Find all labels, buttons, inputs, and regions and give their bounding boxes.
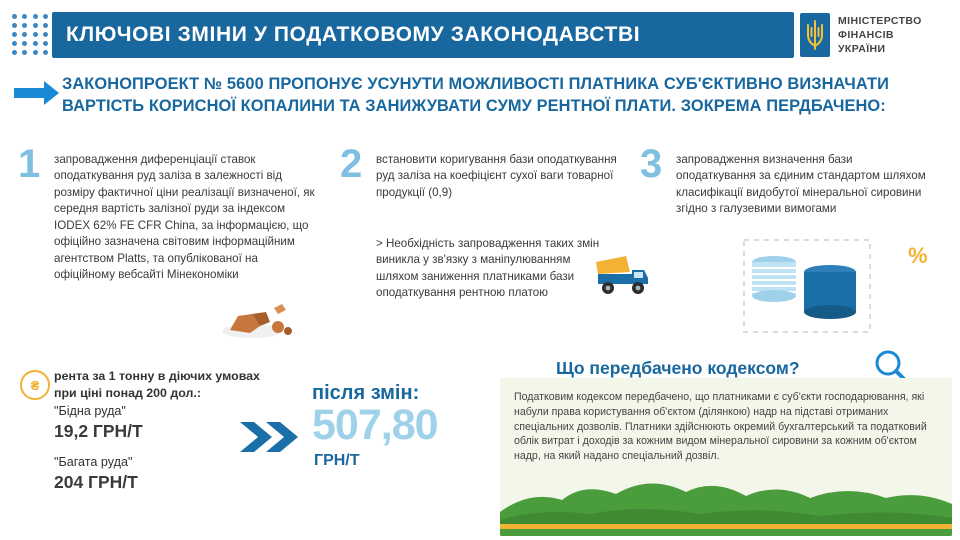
arrow-right-icon <box>14 80 60 106</box>
ore-rocks-icon <box>222 300 308 340</box>
ministry-logo <box>800 12 950 58</box>
storage-tanks-icon <box>742 238 872 334</box>
hryvnia-coin-icon: ₴ <box>20 370 50 400</box>
double-chevron-icon <box>240 420 304 454</box>
point-3-text: запровадження визначення бази оподаткування за єдиним стандартом шляхом класифікації видобутої мінеральної сировини згідно з галузевими вимогами <box>676 153 926 216</box>
rent-item-rich-ore-value: 204 ГРН/Т <box>54 472 138 492</box>
rent-item-poor-ore-name: "Бідна руда" <box>54 404 126 418</box>
title-banner <box>52 12 794 58</box>
code-panel-title: Що передбачено кодексом? <box>556 358 800 378</box>
trident-icon <box>800 13 830 57</box>
ministry-line-1: МІНІСТЕРСТВО <box>838 14 922 27</box>
rent-label: рента за 1 тонну в діючих умовах при ціні понад 200 дол.: <box>54 369 260 400</box>
rent-item-rich-ore <box>54 455 234 493</box>
dump-truck-icon <box>592 252 652 298</box>
header <box>0 0 960 68</box>
point-2-text: встановити коригування бази оподаткування руд заліза на коефіцієнт сухої ваги товарної продукції (0,9) <box>376 153 617 199</box>
dot-grid-decoration <box>12 14 50 56</box>
page-title: КЛЮЧОВІ ЗМІНИ У ПОДАТКОВОМУ ЗАКОНОДАВСТВІ <box>66 23 641 46</box>
ministry-text <box>838 14 922 57</box>
rent-item-rich-ore-name: "Багата руда" <box>54 455 133 469</box>
lead-statement: ЗАКОНОПРОЕКТ № 5600 ПРОПОНУЄ УСУНУТИ МОЖЛИВОСТІ ПЛАТНИКА СУБ'ЄКТИВНО ВИЗНАЧАТИ ВАРТІСТЬ КОРИСНОЇ КОПАЛИНИ ТА ЗАНИЖУВАТИ СУМУ РЕНТНОЇ ПЛАТИ. ЗОКРЕМА ПЕРДБАЧЕНО: <box>62 75 889 115</box>
hills-illustration <box>500 464 952 536</box>
after-change-label: після змін: <box>312 382 420 404</box>
ministry-line-2: ФІНАНСІВ <box>838 28 894 41</box>
after-change-value: 507,80 <box>312 401 438 449</box>
point-1-text: запровадження диференціації ставок оподаткування руд заліза в залежності від розміру фактичної ціни реалізації визначеної, як середня вартість залізної руди за індексом IODEX 62% FE CFR China, за інформацією, що офіційно зазначена світовим інформаційним агентством Platts, та опублікованої на офіційному вебсайті Мінекономіки <box>54 153 315 282</box>
point-2-subtext: > Необхідність запровадження таких змін виникла у зв'язку з маніпулюванням шляхом заниження платниками бази оподаткування рентною платою <box>376 237 600 300</box>
rent-item-poor-ore-value: 19,2 ГРН/Т <box>54 421 143 441</box>
code-panel <box>500 378 952 536</box>
code-panel-text: Податковим кодексом передбачено, що платниками є суб'єкти господарювання, які набули права користування об'єктом (ділянкою) надр на підставі отриманих спеціальних дозволів. Платники здійснюють окремий бухгалтерський та податковий облік витрат і доходів за кожним видом мінеральної сировини за кожним об'єктом надр, на який надано спеціальний дозвіл. <box>514 391 927 463</box>
point-2-number: 2 <box>340 142 363 186</box>
point-3-number: 3 <box>640 142 663 186</box>
percent-symbol: % <box>908 243 928 268</box>
rent-item-poor-ore <box>54 404 234 442</box>
point-1-number: 1 <box>18 142 41 186</box>
bottom-strip <box>0 536 960 540</box>
ministry-line-3: УКРАЇНИ <box>838 43 886 56</box>
after-change-unit: ГРН/Т <box>314 452 360 469</box>
